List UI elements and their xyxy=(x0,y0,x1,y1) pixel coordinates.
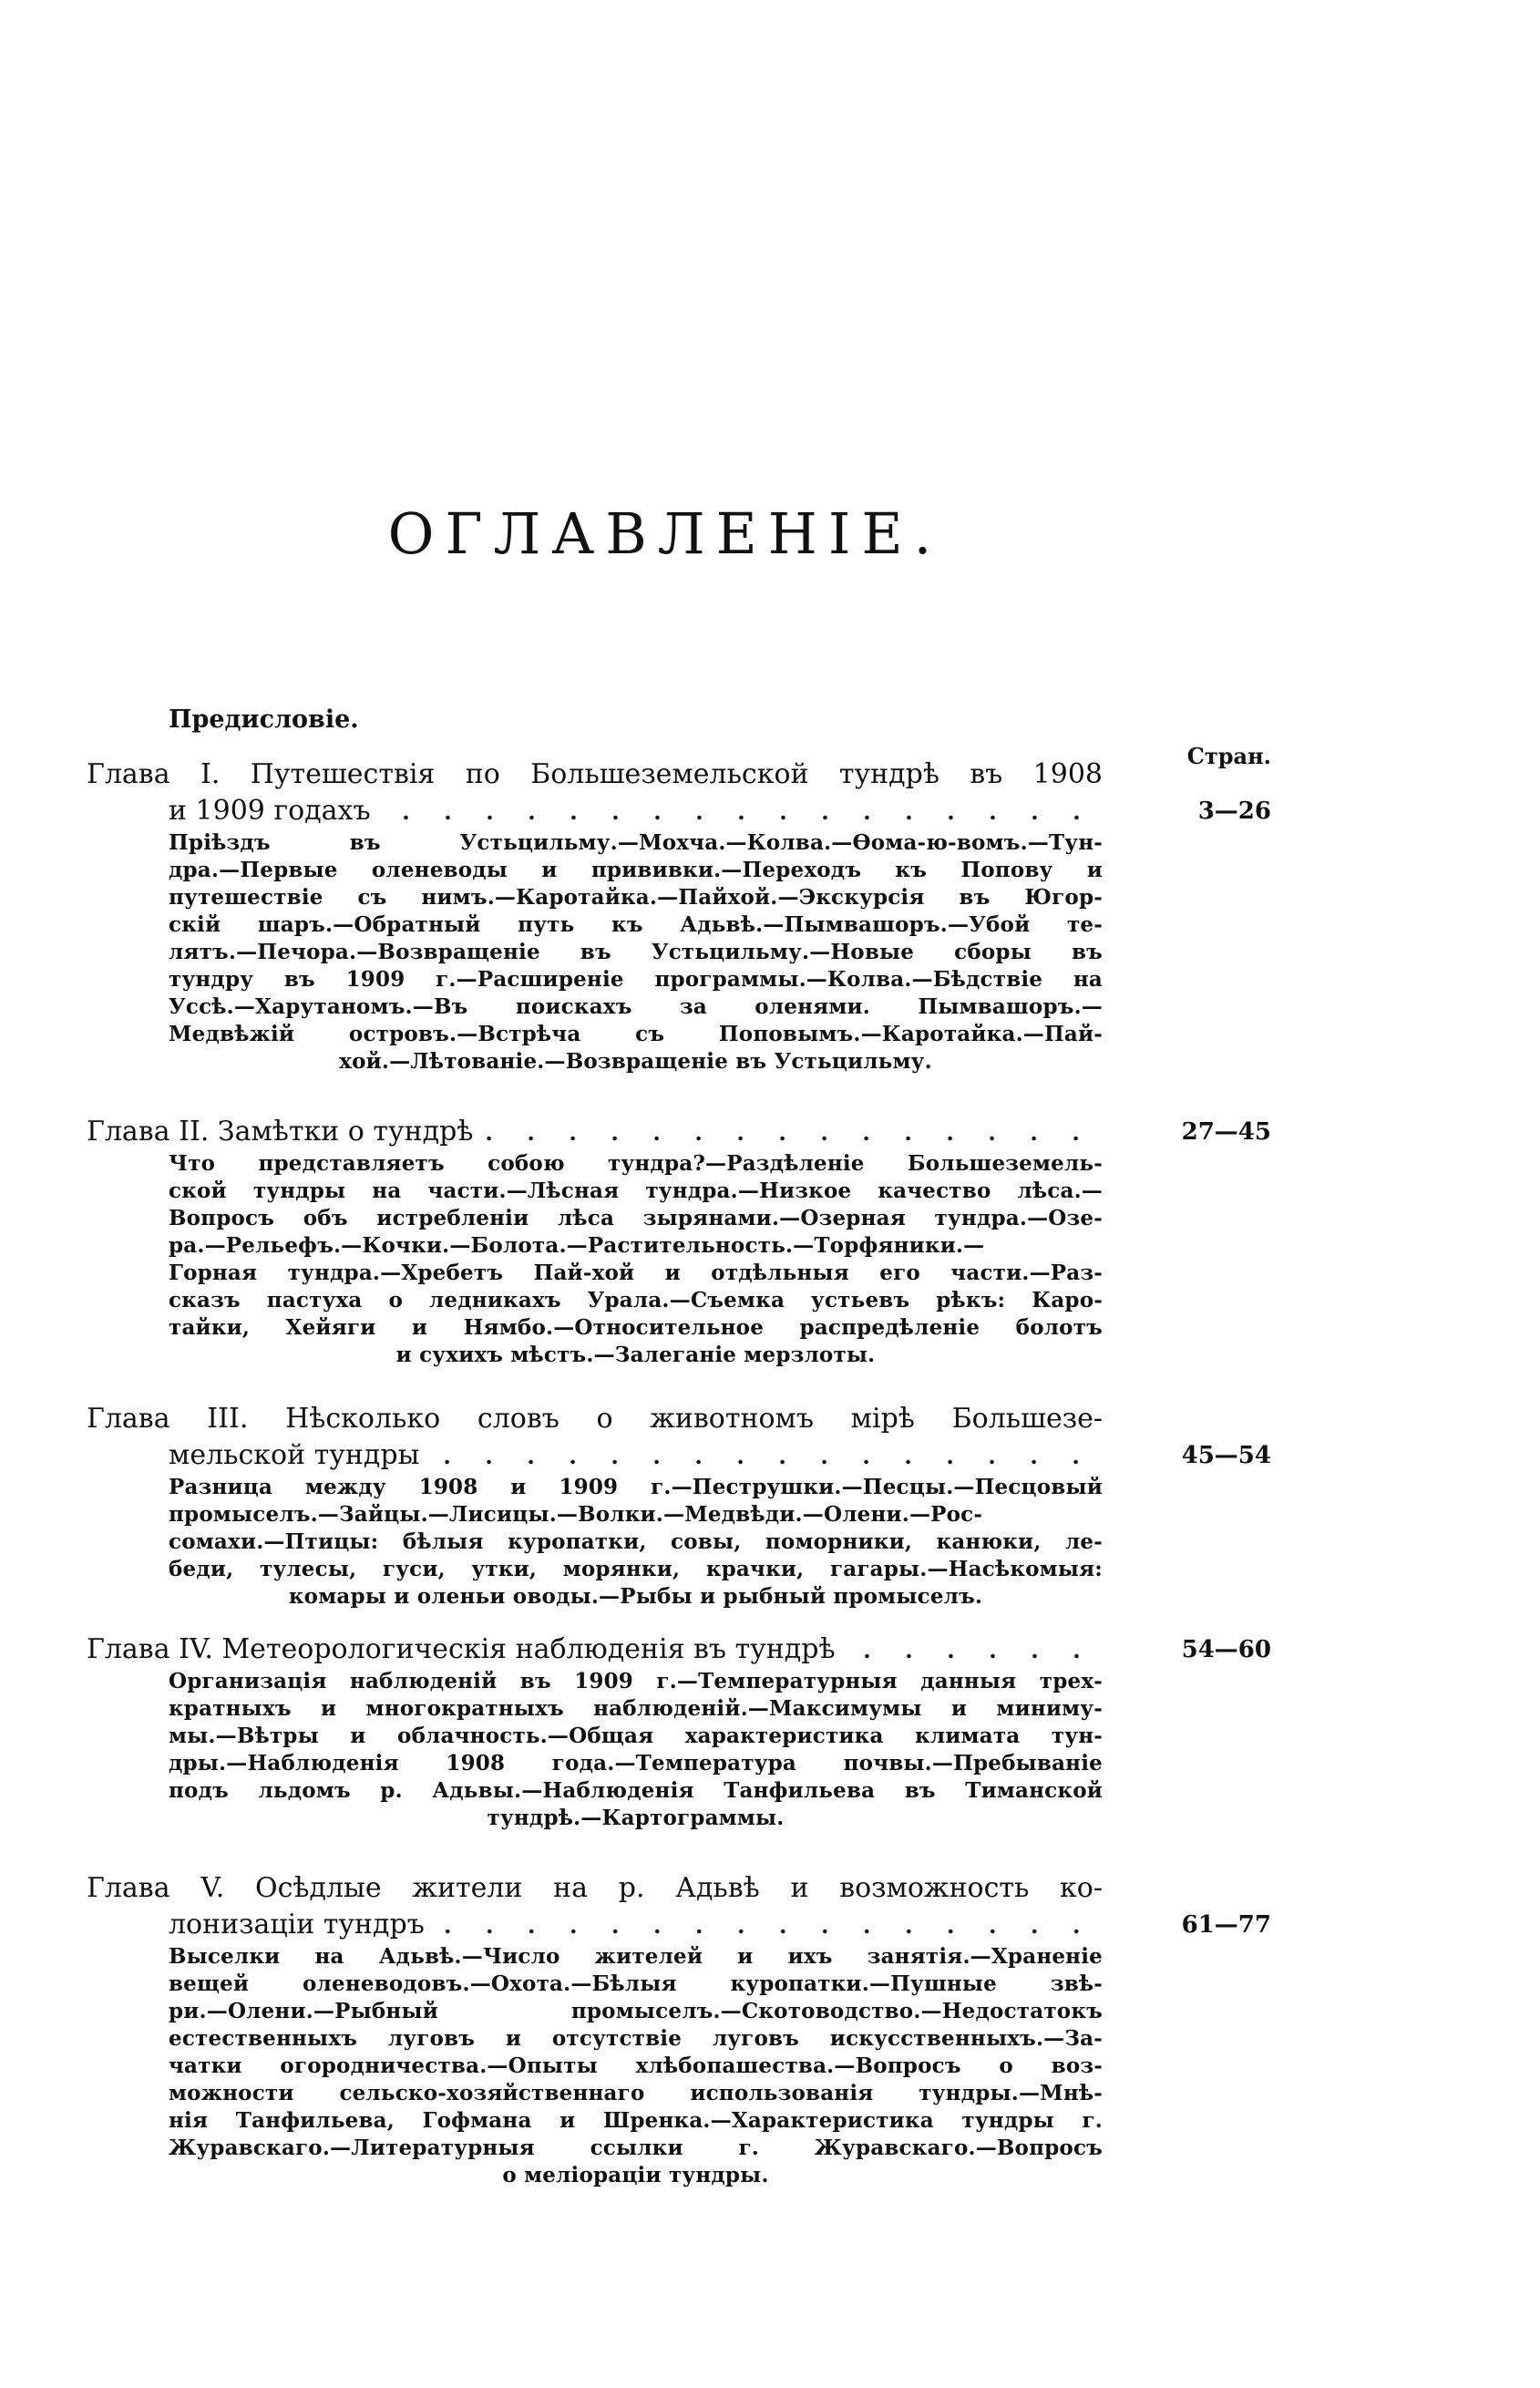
toc-chapter-2 xyxy=(87,1114,1271,1369)
chapter-heading-line: Глава III. Нѣсколько словъ о животномъ мірѣ Большезе- xyxy=(87,1403,1103,1435)
chapter-page-range: 3—26 xyxy=(1197,798,1271,825)
chapter-summary-line: Разница между 1908 и 1909 г.—Пеструшки.—Песцы.—Песцовый xyxy=(169,1475,1103,1499)
chapter-summary-line: Вопросъ объ истребленіи лѣса зырянами.—Озерная тундра.—Озе- xyxy=(169,1206,1103,1230)
chapter-summary-line: кратныхъ и многократныхъ наблюденій.—Максимумы и миниму- xyxy=(169,1696,1103,1721)
chapter-page-range: 61—77 xyxy=(1181,1911,1271,1939)
chapter-summary-line: Пріѣздъ въ Устьцильму.—Мохча.—Колва.—Ѳома-ю-вомъ.—Тун- xyxy=(169,830,1103,855)
chapter-summary-line: сомахи.—Птицы: бѣлыя куропатки, совы, поморники, канюки, ле- xyxy=(169,1529,1103,1554)
preface-entry: Предисловіе. xyxy=(169,705,359,734)
toc-chapter-5 xyxy=(87,1870,1271,2189)
chapter-heading-text: лонизаціи тундръ xyxy=(169,1909,425,1940)
chapter-heading-line: Глава V. Осѣдлые жители на р. Адьвѣ и возможность ко- xyxy=(87,1872,1103,1904)
chapter-heading-line xyxy=(169,793,1103,829)
chapter-summary-line: чатки огородничества.—Опыты хлѣбопашества.—Вопросъ о воз- xyxy=(169,2053,1103,2078)
dot-leader xyxy=(486,1135,1097,1142)
chapter-heading-text: Глава II. Замѣтки о тундрѣ xyxy=(87,1116,474,1148)
chapter-summary-line: хой.—Лѣтованіе.—Возвращеніе въ Устьцильму. xyxy=(339,1049,932,1074)
chapter-summary-line: мы.—Вѣтры и облачность.—Общая характеристика климата тун- xyxy=(169,1724,1103,1748)
chapter-summary-line: тундрѣ.—Картограммы. xyxy=(487,1806,785,1830)
chapter-heading-line xyxy=(169,1907,1103,1943)
chapter-summary-line: промыселъ.—Зайцы.—Лисицы.—Волки.—Медвѣди.—Олени.—Рос- xyxy=(169,1502,983,1527)
chapter-summary-line: беди, тулесы, гуси, утки, морянки, крачки, гагары.—Насѣкомыя: xyxy=(169,1557,1103,1581)
chapter-summary-line: тайки, Хейяги и Нямбо.—Относительное распредѣленіе болотъ xyxy=(169,1315,1103,1340)
chapter-summary-line: о меліораціи тундры. xyxy=(502,2163,769,2187)
chapter-summary-line: Организація наблюденій въ 1909 г.—Температурныя данныя трех- xyxy=(169,1669,1103,1693)
dot-leader xyxy=(384,814,1097,821)
chapter-page-range: 27—45 xyxy=(1181,1118,1271,1146)
chapter-heading xyxy=(87,1631,1271,1668)
chapter-summary-line: тундру въ 1909 г.—Расширеніе программы.—Колва.—Бѣдствіе на xyxy=(169,967,1103,992)
pages-column-header: Стран. xyxy=(1186,743,1271,769)
chapter-summary-line: комары и оленьи оводы.—Рыбы и рыбный промыселъ. xyxy=(288,1584,983,1609)
chapter-heading xyxy=(87,1401,1271,1474)
dot-leader xyxy=(437,1928,1097,1935)
chapter-summary-line: ра.—Рельефъ.—Кочки.—Болота.—Растительность.—Торфяники.— xyxy=(169,1233,985,1258)
chapter-heading xyxy=(87,1114,1271,1150)
chapter-summary-line: Уссѣ.—Харутаномъ.—Въ поискахъ за оленями. Пымвашоръ.— xyxy=(169,994,1103,1019)
chapter-summary-line: скій шаръ.—Обратный путь къ Адьвѣ.—Пымвашоръ.—Убой те- xyxy=(169,912,1103,937)
chapter-heading-text: мельской тундры xyxy=(169,1439,420,1471)
chapter-summary-line: естественныхъ луговъ и отсутствіе луговъ искусственныхъ.—За- xyxy=(169,2026,1103,2051)
chapter-summary-line: дры.—Наблюденія 1908 года.—Температура почвы.—Пребываніе xyxy=(169,1751,1103,1776)
chapter-heading-line xyxy=(87,1631,1103,1668)
chapter-page-range: 54—60 xyxy=(1181,1636,1271,1663)
chapter-summary-line: ри.—Олени.—Рыбный промыселъ.—Скотоводство.—Недостатокъ xyxy=(169,1999,1103,2023)
dot-leader xyxy=(848,1652,1097,1660)
chapter-summary-line: лятъ.—Печора.—Возвращеніе въ Устьцильму.—Новые сборы въ xyxy=(169,940,1103,964)
chapter-summary-line: путешествіе съ нимъ.—Каротайка.—Пайхой.—Экскурсія въ Югор- xyxy=(169,885,1103,910)
chapter-summary-line: Горная тундра.—Хребетъ Пай-хой и отдѣльныя его части.—Раз- xyxy=(169,1261,1103,1285)
chapter-heading-line: Глава I. Путешествія по Большеземельской тундрѣ въ 1908 xyxy=(87,758,1103,790)
page-title: ОГЛАВЛЕНІЕ. xyxy=(387,500,943,567)
chapter-summary-line: вещей оленеводовъ.—Охота.—Бѣлыя куропатки.—Пушные звѣ- xyxy=(169,1971,1103,1996)
toc-chapter-4 xyxy=(87,1631,1271,1832)
chapter-summary-line: и сухихъ мѣстъ.—Залеганіе мерзлоты. xyxy=(395,1343,876,1367)
chapter-heading-text: Глава IV. Метеорологическія наблюденія въ тундрѣ xyxy=(87,1633,836,1665)
chapter-heading xyxy=(87,757,1271,829)
chapter-summary-line: ской тундры на части.—Лѣсная тундра.—Низкое качество лѣса.— xyxy=(169,1179,1103,1203)
chapter-heading-line xyxy=(169,1437,1103,1474)
chapter-summary-line: подъ льдомъ р. Адьвы.—Наблюденія Танфильева въ Тиманской xyxy=(169,1778,1103,1803)
chapter-summary-line: дра.—Первые оленеводы и прививки.—Переходъ къ Попову и xyxy=(169,858,1103,882)
chapter-heading-text: и 1909 годахъ xyxy=(169,795,371,827)
chapter-page-range: 45—54 xyxy=(1181,1442,1271,1469)
chapter-summary-line: Что представляетъ собою тундра?—Раздѣленіе Большеземель- xyxy=(169,1151,1103,1176)
toc-chapter-3 xyxy=(87,1401,1271,1611)
chapter-summary-line: Выселки на Адьвѣ.—Число жителей и ихъ занятія.—Храненіе xyxy=(169,1944,1103,1969)
chapter-heading-line xyxy=(87,1114,1103,1150)
chapter-summary-line: сказъ пастуха о ледникахъ Урала.—Съемка устьевъ рѣкъ: Каро- xyxy=(169,1288,1103,1312)
dot-leader xyxy=(432,1458,1097,1466)
chapter-summary-line: можности сельско-хозяйственнаго использованія тундры.—Мнѣ- xyxy=(169,2081,1103,2105)
chapter-heading xyxy=(87,1870,1271,1943)
toc-chapter-1 xyxy=(87,757,1271,1076)
chapter-summary-line: Журавскаго.—Литературныя ссылки г. Журавскаго.—Вопросъ xyxy=(169,2136,1103,2160)
chapter-summary-line: нія Танфильева, Гофмана и Шренка.—Характеристика тундры г. xyxy=(169,2108,1103,2133)
chapter-summary-line: Медвѣжій островъ.—Встрѣча съ Поповымъ.—Каротайка.—Пай- xyxy=(169,1022,1103,1046)
